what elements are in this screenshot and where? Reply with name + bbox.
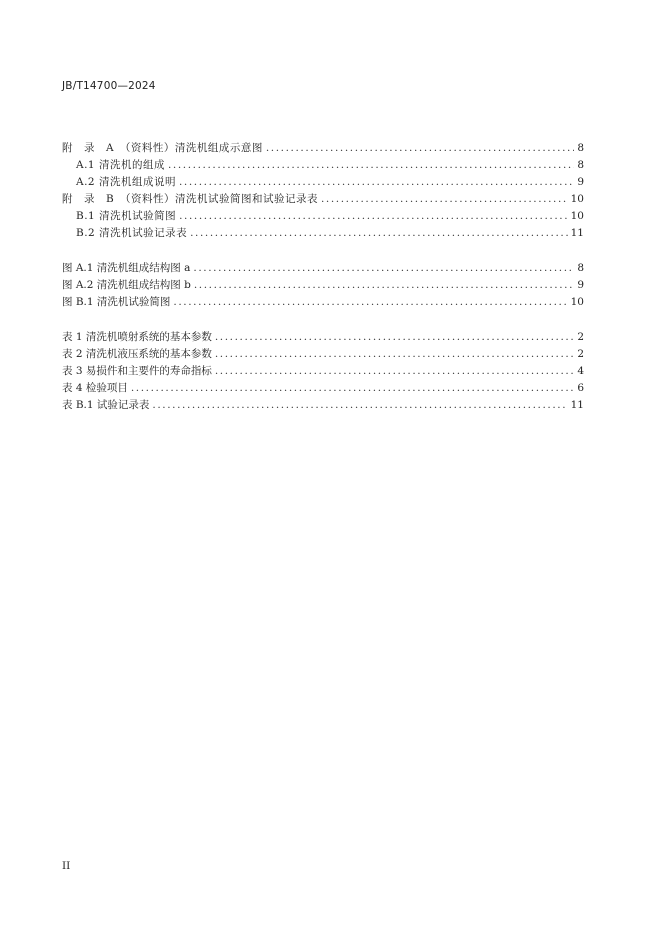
toc-leader-dots — [215, 363, 574, 380]
toc-entry-title: 表 4 检验项目 — [62, 382, 128, 394]
toc-entry-title: 附 录 B （资料性）清洗机试验简图和试验记录表 — [62, 193, 318, 205]
toc-entry-title: 图 A.1 清洗机组成结构图 a — [62, 262, 191, 274]
toc-entry[interactable] — [62, 157, 584, 174]
toc-leader-dots — [194, 277, 574, 294]
toc-entry-title: 表 B.1 试验记录表 — [62, 399, 150, 411]
table-of-contents — [62, 140, 584, 432]
toc-leader-dots — [131, 380, 574, 397]
toc-entry-page: 9 — [577, 176, 584, 188]
toc-entry-title: 表 2 清洗机液压系统的基本参数 — [62, 348, 212, 360]
toc-entry-page: 8 — [577, 262, 584, 274]
toc-leader-dots — [168, 157, 574, 174]
toc-entry-page: 10 — [570, 210, 584, 222]
toc-entry-page: 8 — [577, 159, 584, 171]
toc-leader-dots — [152, 397, 567, 414]
toc-entry-title: 图 A.2 清洗机组成结构图 b — [62, 279, 191, 291]
toc-entry[interactable] — [62, 208, 584, 225]
toc-entry-title: 附 录 A （资料性）清洗机组成示意图 — [62, 142, 263, 154]
toc-leader-dots — [190, 225, 568, 242]
toc-entry-page: 2 — [577, 331, 584, 343]
toc-entry[interactable] — [62, 294, 584, 311]
toc-group-tables — [62, 329, 584, 414]
toc-entry-title: 表 3 易损件和主要件的寿命指标 — [62, 365, 212, 377]
toc-entry-page: 9 — [577, 279, 584, 291]
toc-entry-title: 图 B.1 清洗机试验简图 — [62, 296, 171, 308]
toc-entry-page: 8 — [577, 142, 584, 154]
toc-leader-dots — [179, 208, 568, 225]
toc-leader-dots — [179, 174, 574, 191]
toc-entry-page: 2 — [577, 348, 584, 360]
toc-entry-title: 表 1 清洗机喷射系统的基本参数 — [62, 331, 212, 343]
toc-leader-dots — [193, 260, 574, 277]
toc-entry[interactable] — [62, 329, 584, 346]
toc-entry-title: B.1 清洗机试验简图 — [76, 210, 177, 222]
toc-entry[interactable] — [62, 174, 584, 191]
toc-entry-page: 6 — [577, 382, 584, 394]
toc-entry[interactable] — [62, 277, 584, 294]
toc-leader-dots — [266, 140, 574, 157]
toc-entry-page: 10 — [570, 296, 584, 308]
toc-entry[interactable] — [62, 397, 584, 414]
toc-leader-dots — [215, 346, 574, 363]
toc-entry[interactable] — [62, 380, 584, 397]
toc-entry-title: A.2 清洗机组成说明 — [76, 176, 176, 188]
toc-entry-page: 4 — [577, 365, 584, 377]
toc-entry-page: 10 — [570, 193, 584, 205]
toc-entry-page: 11 — [570, 227, 584, 239]
toc-leader-dots — [321, 191, 568, 208]
toc-leader-dots — [215, 329, 574, 346]
toc-entry[interactable] — [62, 346, 584, 363]
toc-entry[interactable] — [62, 191, 584, 208]
toc-group-figures — [62, 260, 584, 311]
toc-entry[interactable] — [62, 260, 584, 277]
toc-entry-title: A.1 清洗机的组成 — [76, 159, 165, 171]
toc-entry[interactable] — [62, 363, 584, 380]
toc-entry[interactable] — [62, 225, 584, 242]
document-code: JB/T14700—2024 — [62, 80, 156, 92]
page-folio: II — [62, 860, 71, 872]
toc-entry-title: B.2 清洗机试验记录表 — [76, 227, 188, 239]
toc-entry[interactable] — [62, 140, 584, 157]
toc-leader-dots — [173, 294, 567, 311]
toc-entry-page: 11 — [570, 399, 584, 411]
toc-group-appendices — [62, 140, 584, 242]
